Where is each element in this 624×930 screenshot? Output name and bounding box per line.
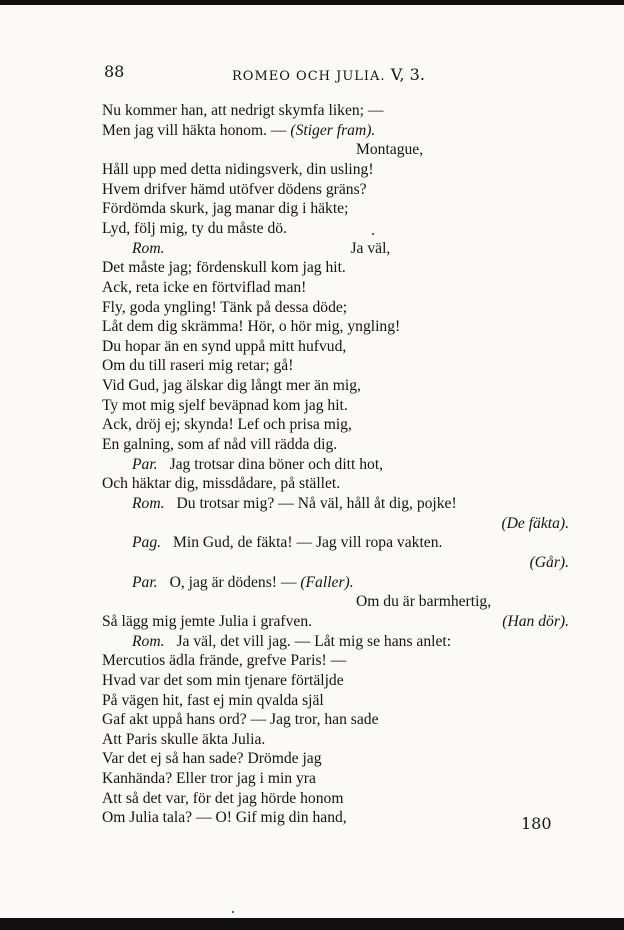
verse-text: Fly, goda yngling! Tänk på dessa döde; xyxy=(102,298,348,316)
verse-line xyxy=(102,494,457,514)
verse-line xyxy=(102,769,316,789)
verse-line xyxy=(102,140,423,160)
verse-line xyxy=(102,121,375,141)
verse-line xyxy=(102,612,312,632)
verse-text: Låt dem dig skrämma! Hör, o hör mig, yngling! xyxy=(102,318,401,336)
act-scene: V, 3. xyxy=(390,65,425,84)
speaker-name: Pag. xyxy=(132,534,162,552)
speaker-name: Rom. xyxy=(132,632,165,650)
verse-line xyxy=(102,592,491,612)
verse-line xyxy=(102,239,390,259)
running-title: ROMEO OCH JULIA. xyxy=(232,69,386,84)
running-head xyxy=(232,65,425,84)
verse-text: Ty mot mig sjelf beväpnad kom jag hit. xyxy=(102,396,348,414)
verse-text: På vägen hit, fast ej min qvalda själ xyxy=(102,691,324,709)
verse-line xyxy=(102,435,337,455)
verse-line xyxy=(102,101,384,121)
verse-text: Jag trotsar dina böner och ditt hot, xyxy=(169,455,384,473)
speck-mark xyxy=(372,233,374,235)
verse-text: Om du är barmhertig, xyxy=(356,593,492,611)
verse-line xyxy=(102,730,265,750)
verse-text: Montague, xyxy=(356,141,424,159)
stage-direction: (Stiger fram). xyxy=(290,121,376,139)
verse-text: Om du till raseri mig retar; gå! xyxy=(102,357,294,375)
verse-text: Nu kommer han, att nedrigt skymfa liken; — xyxy=(102,102,384,119)
verse-text: Det måste jag; fördenskull kom jag hit. xyxy=(102,259,346,277)
verse-line xyxy=(102,671,344,691)
verse-line xyxy=(102,632,451,652)
verse-line xyxy=(102,651,346,671)
verse-line xyxy=(102,219,287,239)
verse-text: Min Gud, de fäkta! — Jag vill ropa vakten. xyxy=(173,534,443,552)
verse-line xyxy=(102,415,352,435)
verse-line xyxy=(102,691,324,711)
verse-line xyxy=(102,160,374,180)
verse-text: Kanhända? Eller tror jag i min yra xyxy=(102,770,316,788)
verse-line xyxy=(102,455,383,475)
verse-text: En galning, som af nåd vill rädda dig. xyxy=(102,436,338,454)
verse-line xyxy=(102,396,348,416)
verse-text: Var det ej så han sade? Drömde jag xyxy=(102,750,322,768)
verse-text: Så lägg mig jemte Julia i grafven. xyxy=(102,612,313,630)
page-top-edge xyxy=(0,0,624,5)
verse-text: Men jag vill häkta honom. — xyxy=(102,121,291,139)
stage-direction: (Han dör). xyxy=(502,612,569,630)
verse-text: O, jag är dödens! — xyxy=(169,573,301,591)
verse-text: Ack, dröj ej; skynda! Lef och prisa mig, xyxy=(102,416,352,434)
verse-text: Att så det var, för det jag hörde honom xyxy=(102,789,344,807)
verse-text: Du trotsar mig? — Nå väl, håll åt dig, pojke! xyxy=(176,495,457,512)
verse-text: Hvad var det som min tjenare förtäljde xyxy=(102,671,344,689)
verse-line xyxy=(102,356,293,376)
speaker-name: Rom. xyxy=(132,495,165,512)
verse-line xyxy=(102,180,367,200)
verse-text: Vid Gud, jag älskar dig långt mer än mig, xyxy=(102,377,361,395)
verse-line xyxy=(102,278,306,298)
verse-text: Ja väl, xyxy=(350,239,391,257)
verse-text: Du hopar än en synd uppå mitt hufvud, xyxy=(102,337,347,355)
stage-direction: (De fäkta). xyxy=(501,514,569,532)
verse-line xyxy=(102,199,348,219)
verse-line xyxy=(102,474,340,494)
verse-line xyxy=(102,789,343,809)
page-number: 88 xyxy=(104,62,125,81)
verse-text: Mercutios ädla frände, grefve Paris! — xyxy=(102,652,347,670)
verse-text: Att Paris skulle äkta Julia. xyxy=(102,730,266,748)
verse-line xyxy=(102,376,361,396)
verse-text: Ja väl, det vill jag. — Låt mig se hans anlet: xyxy=(176,632,452,650)
verse-line xyxy=(102,317,400,337)
verse-text: Fördömda skurk, jag manar dig i häkte; xyxy=(102,200,349,218)
stage-direction: (Går). xyxy=(529,553,569,571)
verse-text: Och häktar dig, missdådare, på stället. xyxy=(102,475,341,493)
page-bottom-edge xyxy=(0,918,624,930)
verse-text: Ack, reta icke en förtviflad man! xyxy=(102,278,307,296)
speck-mark xyxy=(232,911,234,913)
stage-direction: (Faller). xyxy=(300,573,354,591)
verse-line xyxy=(102,258,346,278)
verse-line xyxy=(102,533,442,553)
folio-number: 180 xyxy=(521,814,552,833)
verse-line xyxy=(102,749,322,769)
verse-line xyxy=(102,710,379,730)
verse-line xyxy=(102,298,347,318)
verse-text: Gaf akt uppå hans ord? — Jag tror, han sade xyxy=(102,711,379,729)
verse-text: Om Julia tala? — O! Gif mig din hand, xyxy=(102,809,347,827)
verse-line xyxy=(102,573,354,593)
verse-line xyxy=(102,337,346,357)
speaker-name: Par. xyxy=(132,455,158,473)
verse-line xyxy=(102,808,347,828)
verse-text: Lyd, följ mig, ty du måste dö. xyxy=(102,219,287,237)
speaker-name: Rom. xyxy=(132,239,165,257)
speaker-name: Par. xyxy=(132,573,158,591)
verse-text: Hvem drifver hämd utöfver dödens gräns? xyxy=(102,180,367,198)
verse-text: Håll upp med detta nidingsverk, din usling! xyxy=(102,160,374,178)
